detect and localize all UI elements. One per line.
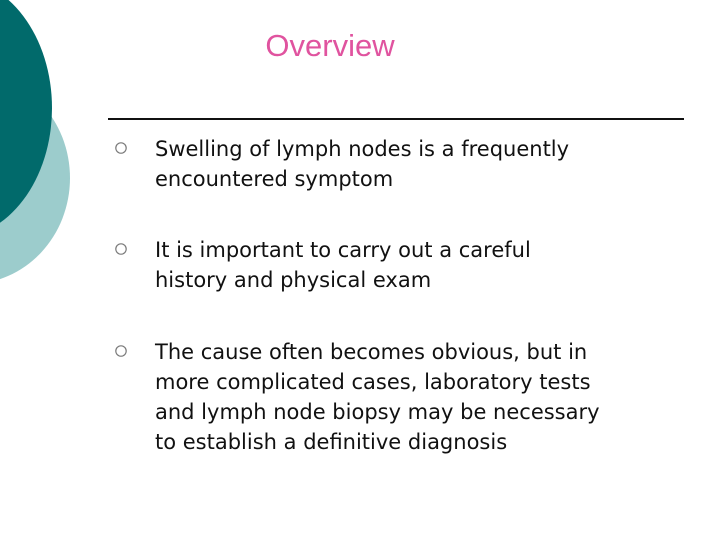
hollow-circle-bullet-icon (114, 344, 128, 358)
bullet-line: It is important to carry out a careful (155, 238, 531, 262)
slide-title: Overview (265, 28, 395, 63)
title-divider (108, 118, 684, 120)
bullet-line: encountered symptom (155, 167, 394, 191)
bullet-text (155, 337, 695, 457)
bullet-text (155, 134, 695, 194)
bullet-line: history and physical exam (155, 268, 432, 292)
bullet-text (155, 235, 695, 295)
bullet-line: Swelling of lymph nodes is a frequently (155, 137, 570, 161)
corner-decoration (0, 0, 90, 300)
bullet-line: and lymph node biopsy may be necessary (155, 400, 600, 424)
hollow-circle-bullet-icon (114, 141, 128, 155)
bullet-line: more complicated cases, laboratory tests (155, 370, 591, 394)
bullet-line: The cause often becomes obvious, but in (155, 340, 588, 364)
bullet-line: to establish a definitive diagnosis (155, 430, 508, 454)
hollow-circle-bullet-icon (114, 242, 128, 256)
